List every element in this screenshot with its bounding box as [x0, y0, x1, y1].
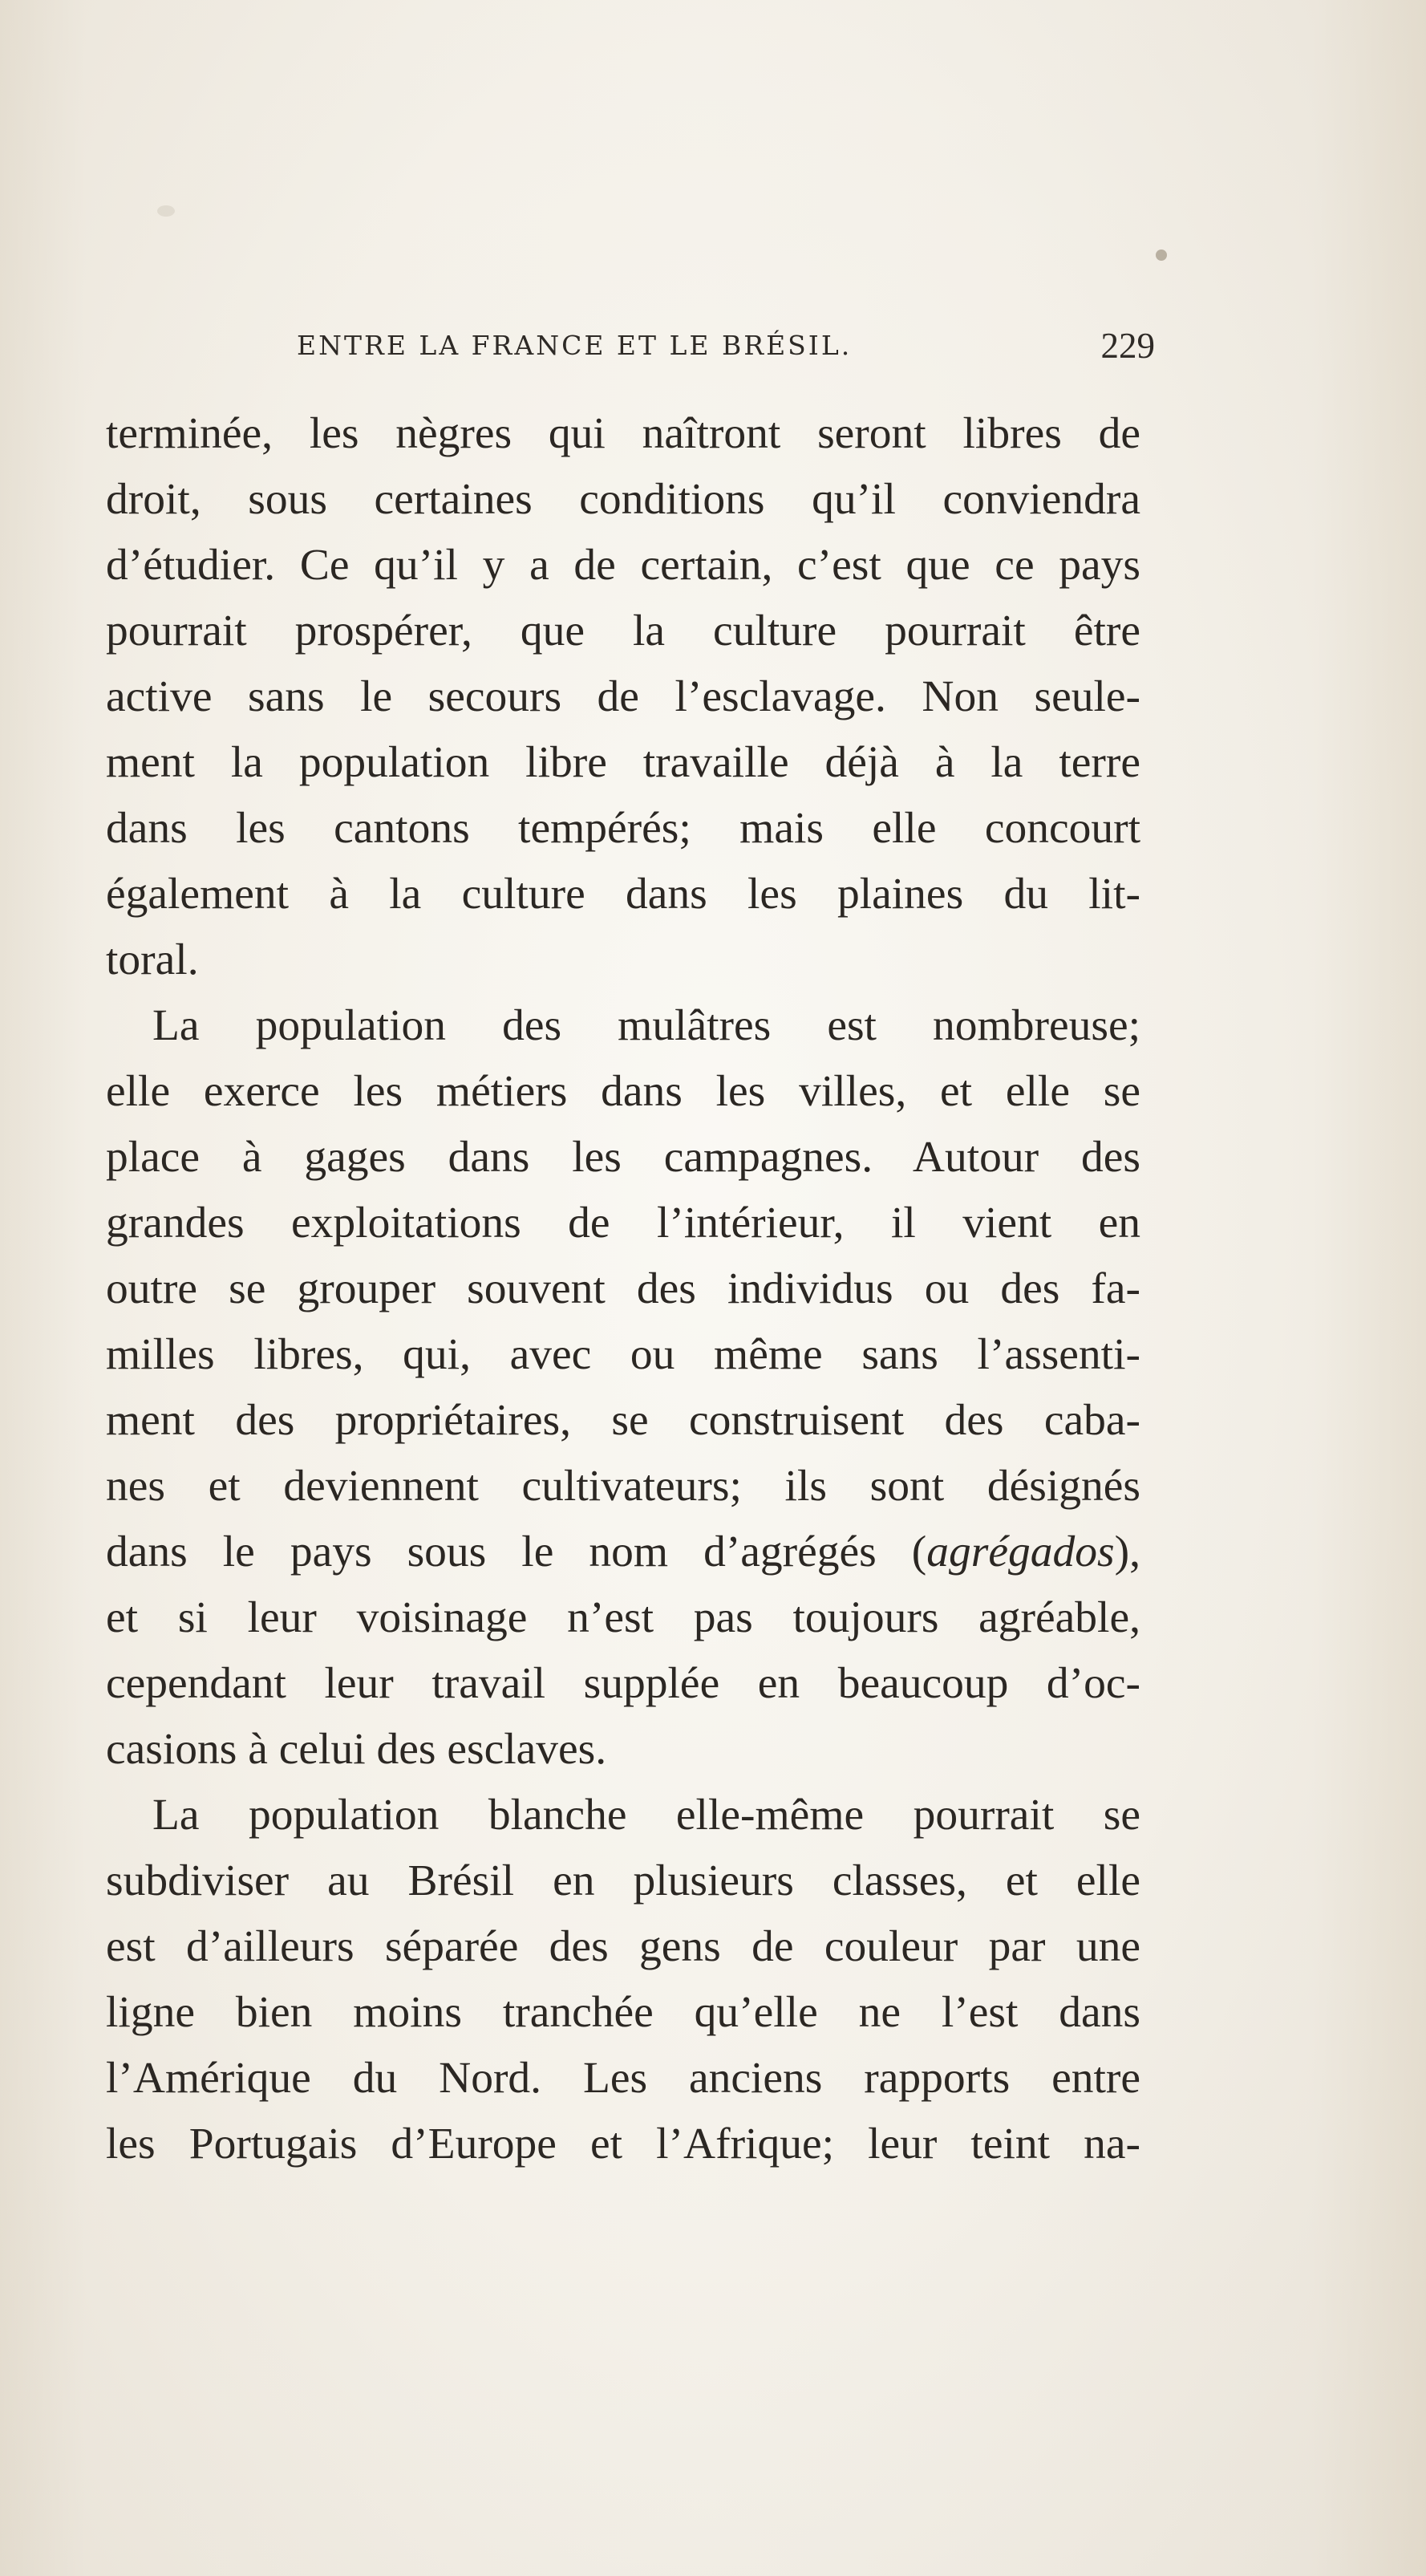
running-head [297, 325, 1155, 373]
paragraph-1 [106, 401, 1140, 993]
text-line: elle exerce les métiers dans les villes, et elle se [106, 1067, 1140, 1116]
text-line: milles libres, qui, avec ou même sans l’assenti- [106, 1330, 1140, 1379]
text-line: d’étudier. Ce qu’il y a de certain, c’est que ce pays [106, 541, 1140, 590]
ink-spot [1156, 249, 1167, 261]
text-line: place à gages dans les campagnes. Autour des [106, 1133, 1140, 1182]
italic-term: agrégados [926, 1527, 1115, 1576]
text-segment: dans le pays sous le nom d’agrégés ( [106, 1527, 927, 1576]
text-line: également à la culture dans les plaines du lit- [106, 870, 1140, 919]
running-title: ENTRE LA FRANCE ET LE BRÉSIL. [297, 330, 853, 361]
text-line: ment la population libre travaille déjà à la terre [106, 738, 1140, 787]
text-line: active sans le secours de l’esclavage. Non seule- [106, 672, 1140, 721]
paragraph-2 [106, 993, 1140, 1783]
text-body [106, 401, 1140, 2177]
text-line: casions à celui des esclaves. [106, 1725, 607, 1774]
text-line: cependant leur travail supplée en beaucoup d’oc- [106, 1659, 1140, 1708]
text-line-with-italic [106, 1519, 1140, 1585]
text-line: nes et deviennent cultivateurs; ils sont désignés [106, 1462, 1140, 1511]
text-line: et si leur voisinage n’est pas toujours agréable, [106, 1593, 1140, 1642]
text-line: l’Amérique du Nord. Les anciens rapports entre [106, 2054, 1140, 2103]
text-line: outre se grouper souvent des individus ou des fa- [106, 1264, 1140, 1313]
text-line: les Portugais d’Europe et l’Afrique; leur teint na- [106, 2120, 1140, 2168]
text-line: dans les cantons tempérés; mais elle concourt [106, 804, 1140, 853]
text-line: terminée, les nègres qui naîtront seront libres de [106, 409, 1140, 458]
text-line: droit, sous certaines conditions qu’il conviendra [106, 475, 1140, 524]
text-line: grandes exploitations de l’intérieur, il vient en [106, 1199, 1140, 1247]
paper-stain [157, 205, 175, 217]
text-line: toral. [106, 935, 199, 984]
text-line: pourrait prospérer, que la culture pourrait être [106, 606, 1140, 655]
text-line: ment des propriétaires, se construisent des caba- [106, 1396, 1140, 1445]
text-line: subdiviser au Brésil en plusieurs classes, et elle [106, 1856, 1140, 1905]
text-line: La population des mulâtres est nombreuse; [152, 1001, 1140, 1050]
text-line: La population blanche elle-même pourrait se [152, 1791, 1140, 1840]
text-line: est d’ailleurs séparée des gens de couleur par une [106, 1922, 1140, 1971]
page-number: 229 [1100, 326, 1155, 366]
text-line: ligne bien moins tranchée qu’elle ne l’est dans [106, 1988, 1140, 2037]
paragraph-3 [106, 1783, 1140, 2177]
text-segment: ), [1114, 1527, 1140, 1576]
